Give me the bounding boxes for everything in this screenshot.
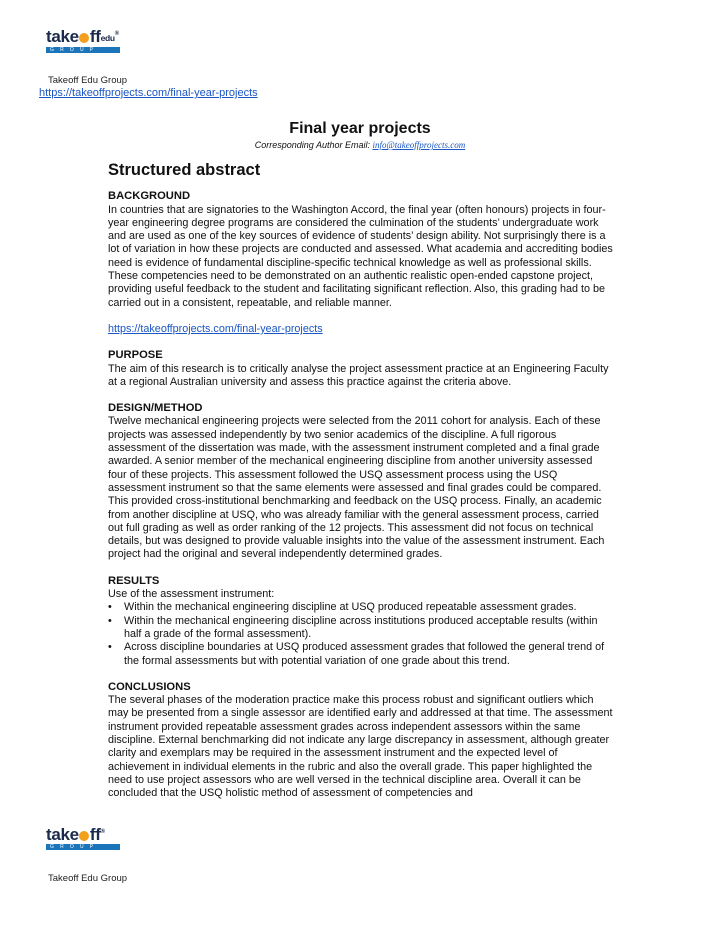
purpose-heading: PURPOSE [108, 349, 163, 362]
background-heading: BACKGROUND [108, 190, 191, 203]
author-label: Corresponding Author Email: [254, 140, 371, 150]
list-item: • Within the mechanical engineering discipline across institutions produced acceptable results (within half a grade of the formal assessment). [108, 615, 613, 642]
footer-logo [46, 824, 120, 850]
header-url-link[interactable]: https://takeoffprojects.com/final-year-projects [39, 87, 258, 99]
header-group-name: Takeoff Edu Group [48, 75, 128, 86]
results-heading: RESULTS [108, 574, 160, 587]
design-text: Twelve mechanical engineering projects were selected from the 2011 cohort for analysis. Each of these projects was assessed independently by two senior academics of the discipline. A full rigorous assessment of the dissertation was made, with the assessment instrument completed and a final grade awarded. A senior member of the mechanical engineering discipline from another university assessed four of these projects. This assessment followed the USQ assessment process using the USQ assessment instrument so that the same elements were assessed and final grades could be compared. This provided cross-institutional benchmarking and feedback on the USQ process. Finally, an academic from another discipline at USQ, who was already familiar with the general assessment process, carried out full grading as well as order ranking of the 12 projects. This assessment did not focus on technical details, but was designed to provide valuable insights into the value of the assessment instrument. Each project had the original and several independently determined grades. [108, 415, 605, 561]
design-heading: DESIGN/METHOD [108, 402, 203, 415]
abstract-body [108, 161, 613, 800]
abstract-heading: Structured abstract [108, 161, 261, 179]
footer-group-name: Takeoff Edu Group [48, 873, 128, 884]
conclusions-text: The several phases of the moderation practice make this process robust and significant outliers which may be presented from a single assessor are identified early and addressed at that time. The assessment instrument provided repeatable assessment grades across independent assessors within the same discipline. External benchmarking did not indicate any large discrepancy in assessment, although greater clarity and exemplars may be required in the assessment instrument and the expected level of achievement in individual elements in the rubric and also the overall grade. This paper highlighted the need to use project assessors who are well versed in the technical discipline area. Overall it can be concluded that the USQ holistic method of assessment of competencies and [108, 694, 613, 800]
conclusions-heading: CONCLUSIONS [108, 680, 191, 693]
list-item: • Within the mechanical engineering discipline at USQ produced repeatable assessment grades. [108, 601, 613, 614]
logo-group-bar: GROUP [46, 47, 120, 53]
background-text: In countries that are signatories to the Washington Accord, the final year (often honours) projects in four-year engineering degree programs are considered the culmination of the students’ undergraduate work and are used as one of the key sources of evidence of students’ design ability. Not surprisingly there is a lot of variation in how these projects are conducted and assessed. What academia and accrediting bodies need is evidence of fundamental discipline-specific technical knowledge as well as professional skills. These competencies need to be demonstrated on an authentic realistic open-ended capstone project, providing useful feedback to the student and facilitating significant reflection. Also, this grading had to be carried out in a consistent, repeatable, and reliable manner. [108, 203, 613, 309]
author-line [0, 140, 720, 150]
purpose-text: The aim of this research is to critically analyse the project assessment practice at an Engineering Faculty at a regional Australian university and assess this practice against the criteria above. [108, 362, 609, 388]
results-intro: Use of the assessment instrument: [108, 588, 275, 601]
list-item: • Across discipline boundaries at USQ produced assessment grades that followed the general trend of the formal assessments but with potential variation of one grade about this trend. [108, 641, 613, 668]
company-logo [46, 26, 120, 53]
author-email-link[interactable]: info@takeoffprojects.com [372, 140, 466, 150]
results-list [108, 601, 613, 667]
page-title: Final year projects [289, 120, 431, 137]
logo-group-bar: GROUP [46, 844, 120, 850]
logo-wordmark: take ffedu® [46, 27, 119, 46]
logo-wordmark: take ff® [46, 825, 105, 844]
background-link[interactable]: https://takeoffprojects.com/final-year-projects [108, 322, 323, 335]
